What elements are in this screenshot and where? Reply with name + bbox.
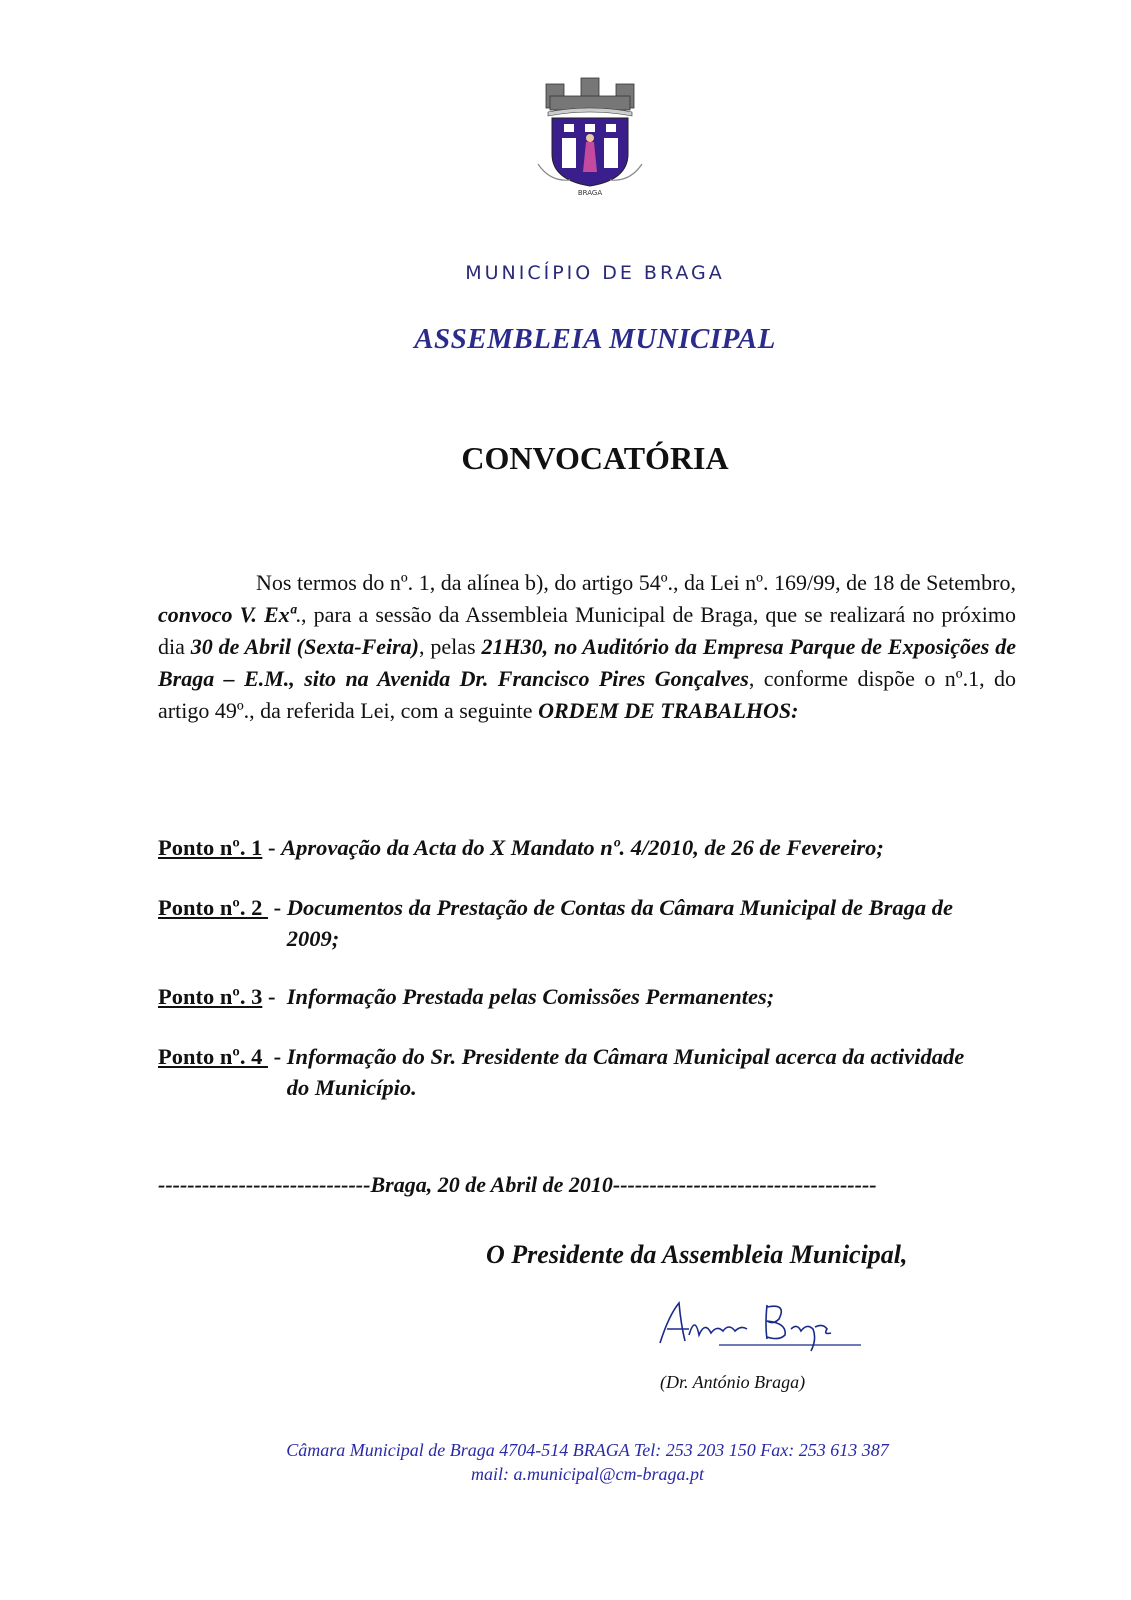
agenda-item-text: Documentos da Prestação de Contas da Câmara Municipal de Braga de 2009;	[286, 895, 953, 951]
separator: -	[267, 1044, 287, 1069]
agenda-item-text: Aprovação da Acta do X Mandato nº. 4/2010, de 26 de Fevereiro;	[281, 835, 884, 860]
agenda-item-label: Ponto nº. 1	[158, 835, 263, 860]
text: , pelas	[419, 634, 482, 659]
agenda-item	[158, 1041, 1018, 1103]
separator: -	[267, 895, 287, 920]
footer-contact: Câmara Municipal de Braga 4704-514 BRAGA Tel: 253 203 150 Fax: 253 613 387	[286, 1440, 889, 1460]
agenda-item-text: Informação do Sr. Presidente da Câmara Municipal acerca da actividade do Município.	[286, 1044, 965, 1100]
separator: -	[262, 984, 287, 1009]
agenda-item	[158, 892, 1018, 954]
agenda-item-label: Ponto nº. 3	[158, 984, 263, 1009]
meeting-time-location: 21H30, no Auditório da Empresa Parque de Exposições de Braga – E.M., sito na Avenida Dr. Francisco Pires Gonçalves	[158, 634, 1016, 691]
agenda-heading: ORDEM DE TRABALHOS:	[538, 698, 799, 723]
braga-coat-of-arms-logo	[530, 72, 650, 197]
signer-name: (Dr. António Braga)	[660, 1372, 806, 1392]
agenda-item	[158, 981, 1018, 1012]
president-title: O Presidente da Assembleia Municipal,	[486, 1240, 908, 1269]
text: ., para a sessão da Assembleia Municipal de Braga, que se realizará no próximo dia	[158, 602, 1016, 659]
footer-email: mail: a.municipal@cm-braga.pt	[470, 1464, 705, 1484]
agenda-item-label: Ponto nº. 2	[158, 895, 268, 920]
agenda-item-text: Informação Prestada pelas Comissões Permanentes;	[286, 984, 775, 1009]
handwritten-signature	[655, 1295, 865, 1355]
document-title: CONVOCATÓRIA	[461, 440, 729, 476]
separator: -	[262, 835, 282, 860]
text: , conforme dispõe o nº.1, do artigo 49º., da referida Lei, com a seguinte	[158, 666, 1016, 723]
place-date-line: -----------------------------Braga, 20 de Abril de 2010------------------------------------	[158, 1172, 877, 1197]
meeting-date: 30 de Abril (Sexta-Feira)	[190, 634, 420, 659]
assembly-heading: ASSEMBLEIA MUNICIPAL	[414, 323, 776, 355]
agenda-item	[158, 832, 1018, 863]
emphasis: convoco V. Exª	[158, 602, 296, 627]
municipality-heading: MUNICÍPIO DE BRAGA	[465, 262, 725, 284]
crest-label: BRAGA	[577, 189, 603, 197]
text: Nos termos do nº. 1, da alínea b), do artigo 54º., da Lei nº. 169/99, de 18 de Setembro,	[256, 570, 1016, 595]
convocation-paragraph	[158, 567, 1016, 727]
agenda-item-label: Ponto nº. 4	[158, 1044, 268, 1069]
